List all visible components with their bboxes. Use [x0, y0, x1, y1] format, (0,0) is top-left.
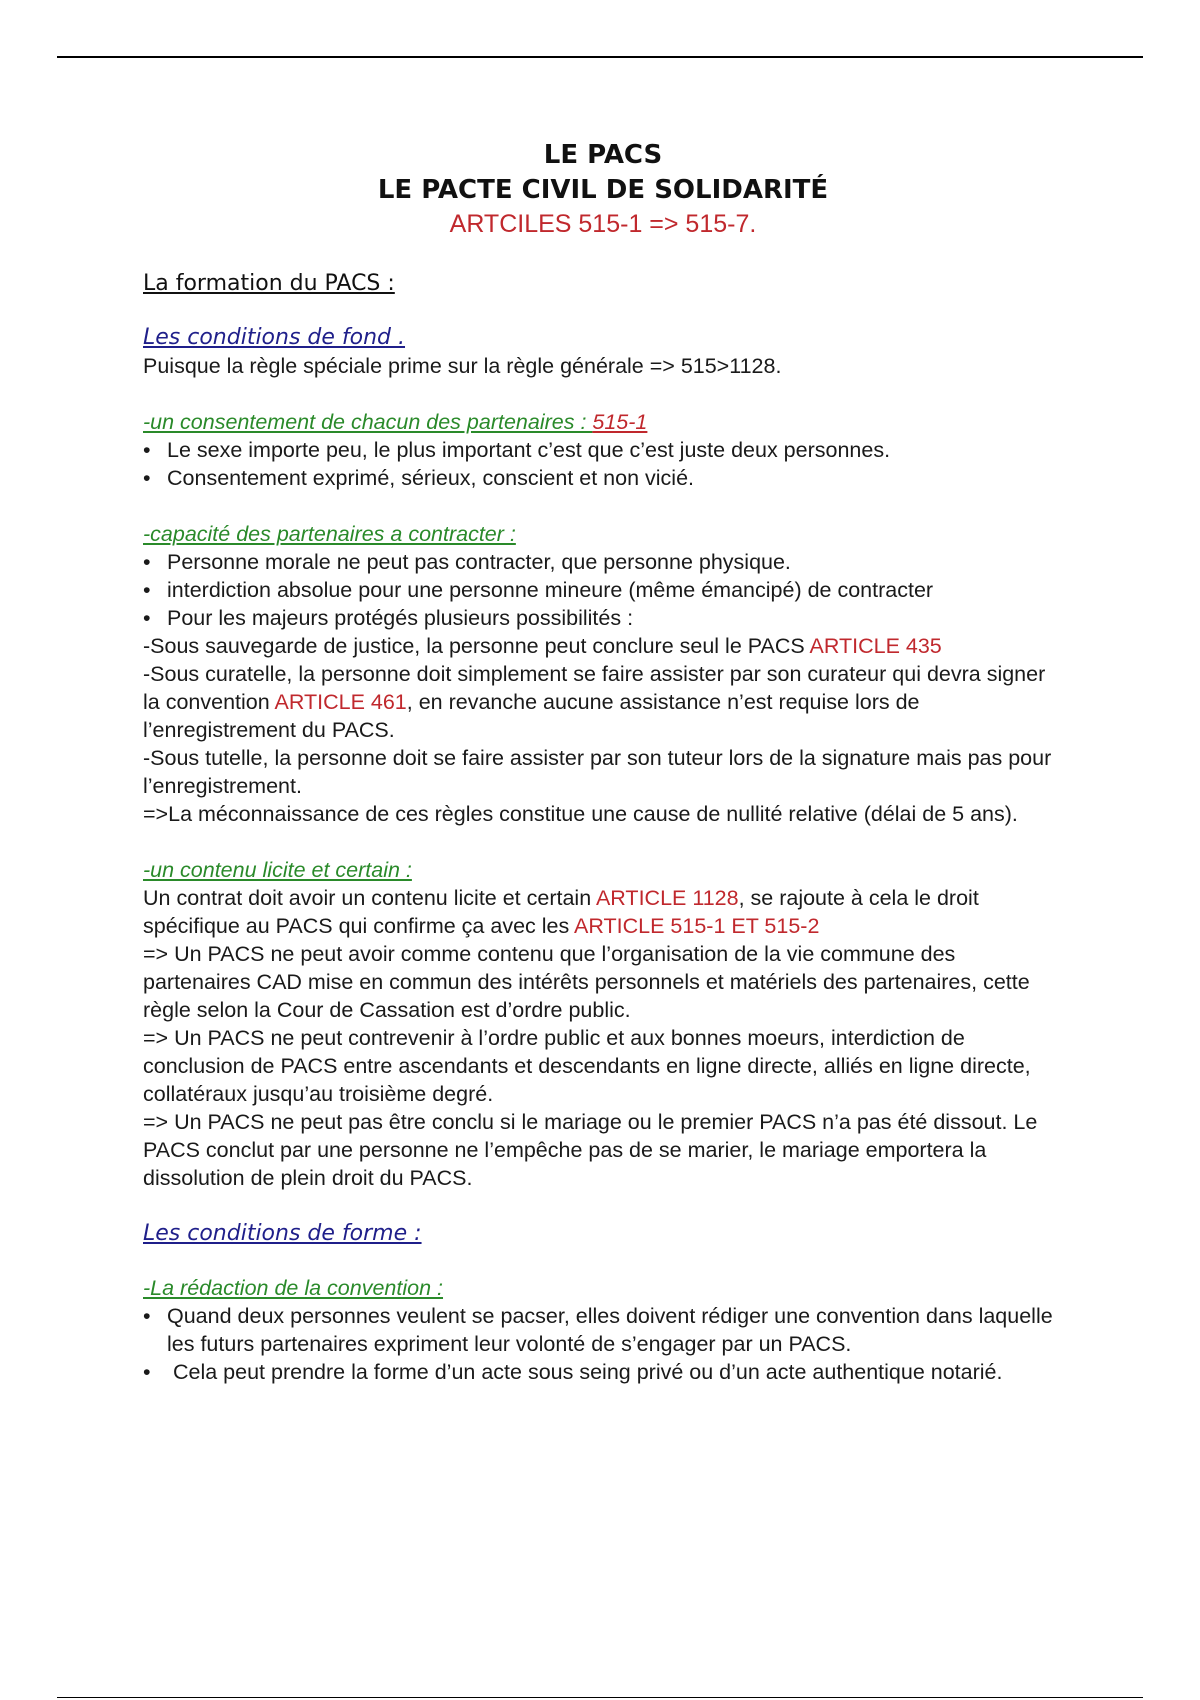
document-body: [143, 138, 1063, 1386]
curatelle-text-b: , en revanche aucune assistance n’est requise lors de l’enregistrement du PACS.: [143, 690, 920, 742]
sauvegarde-article-ref: ARTICLE 435: [809, 634, 942, 658]
contenu-paragraph-2: => Un PACS ne peut avoir comme contenu que l’organisation de la vie commune des partenaires CAD mise en commun des intérêts personnels et matériels des partenaires, cette règle selon la Cour de Cassation est d’ordre public.: [143, 942, 1030, 1022]
consentement-heading-text: -un consentement de chacun des partenaires :: [143, 410, 593, 434]
tutelle-paragraph: -Sous tutelle, la personne doit se faire assister par son tuteur lors de la signature mais pas pour l’enregistrement.: [143, 746, 1052, 798]
capacite-list: [143, 548, 1063, 632]
sauvegarde-paragraph: [143, 632, 1063, 660]
contenu-paragraph-4: => Un PACS ne peut pas être conclu si le mariage ou le premier PACS n’a pas été dissout. Le PACS conclut par une personne ne l’empêche pas de se marier, le mariage emportera la dissolution de plein droit du PACS.: [143, 1110, 1038, 1190]
redaction-list: [143, 1302, 1063, 1386]
contenu-paragraph-1: [143, 884, 1063, 940]
list-item: • Personne morale ne peut pas contracter, que personne physique.: [143, 548, 1063, 576]
contenu-text-a: Un contrat doit avoir un contenu licite et certain: [143, 886, 596, 910]
sauvegarde-text: -Sous sauvegarde de justice, la personne peut conclure seul le PACS: [143, 634, 810, 658]
consentement-heading: [143, 408, 1063, 436]
capacite-heading: -capacité des partenaires a contracter :: [143, 522, 516, 546]
curatelle-text-a: -Sous curatelle, la personne doit simplement se faire assister par son curateur qui devra signer la convention: [143, 662, 1046, 714]
conditions-fond-intro: Puisque la règle spéciale prime sur la règle générale => 515>1128.: [143, 354, 782, 378]
footer-rule: [57, 1697, 1143, 1698]
contenu-heading: -un contenu licite et certain :: [143, 858, 412, 882]
consentement-article-ref: 515-1: [592, 410, 648, 434]
list-item: • Quand deux personnes veulent se pacser, elles doivent rédiger une convention dans laquelle les futurs partenaires expriment leur volonté de s’engager par un PACS.: [143, 1302, 1063, 1358]
nullite-paragraph: =>La méconnaissance de ces règles constitue une cause de nullité relative (délai de 5 ans).: [143, 802, 1018, 826]
contenu-text-b: , se rajoute à cela le droit spécifique au PACS qui confirme ça avec les: [143, 886, 979, 938]
article-1128-ref: ARTICLE 1128: [595, 886, 739, 910]
conditions-forme-heading: Les conditions de forme :: [143, 1221, 422, 1246]
conditions-fond-heading: Les conditions de fond .: [143, 325, 406, 350]
curatelle-paragraph: [143, 660, 1063, 744]
document-subtitle: LE PACTE CIVIL DE SOLIDARITÉ: [377, 175, 829, 205]
consentement-list: [143, 436, 1063, 492]
article-515-ref: ARTICLE 515-1 ET 515-2: [574, 914, 820, 938]
list-item: • Pour les majeurs protégés plusieurs possibilités :: [143, 604, 1063, 632]
contenu-paragraph-3: => Un PACS ne peut contrevenir à l’ordre public et aux bonnes moeurs, interdiction de conclusion de PACS entre ascendants et descendants en ligne directe, alliés en ligne directe, collatéraux jusqu’au troisième degré.: [143, 1026, 1031, 1106]
list-item: • Le sexe importe peu, le plus important c’est que c’est juste deux personnes.: [143, 436, 1063, 464]
section-formation-heading: La formation du PACS :: [143, 271, 395, 296]
document-title: LE PACS: [543, 140, 663, 170]
list-item: • Consentement exprimé, sérieux, conscient et non vicié.: [143, 464, 1063, 492]
curatelle-article-ref: ARTICLE 461: [274, 690, 407, 714]
header-rule: [57, 56, 1143, 58]
list-item: • Cela peut prendre la forme d’un acte sous seing privé ou d’un acte authentique notarié.: [143, 1358, 1063, 1386]
articles-reference: ARTCILES 515-1 => 515-7.: [449, 210, 757, 238]
list-item: • interdiction absolue pour une personne mineure (même émancipé) de contracter: [143, 576, 1063, 604]
redaction-heading: -La rédaction de la convention :: [143, 1276, 444, 1300]
